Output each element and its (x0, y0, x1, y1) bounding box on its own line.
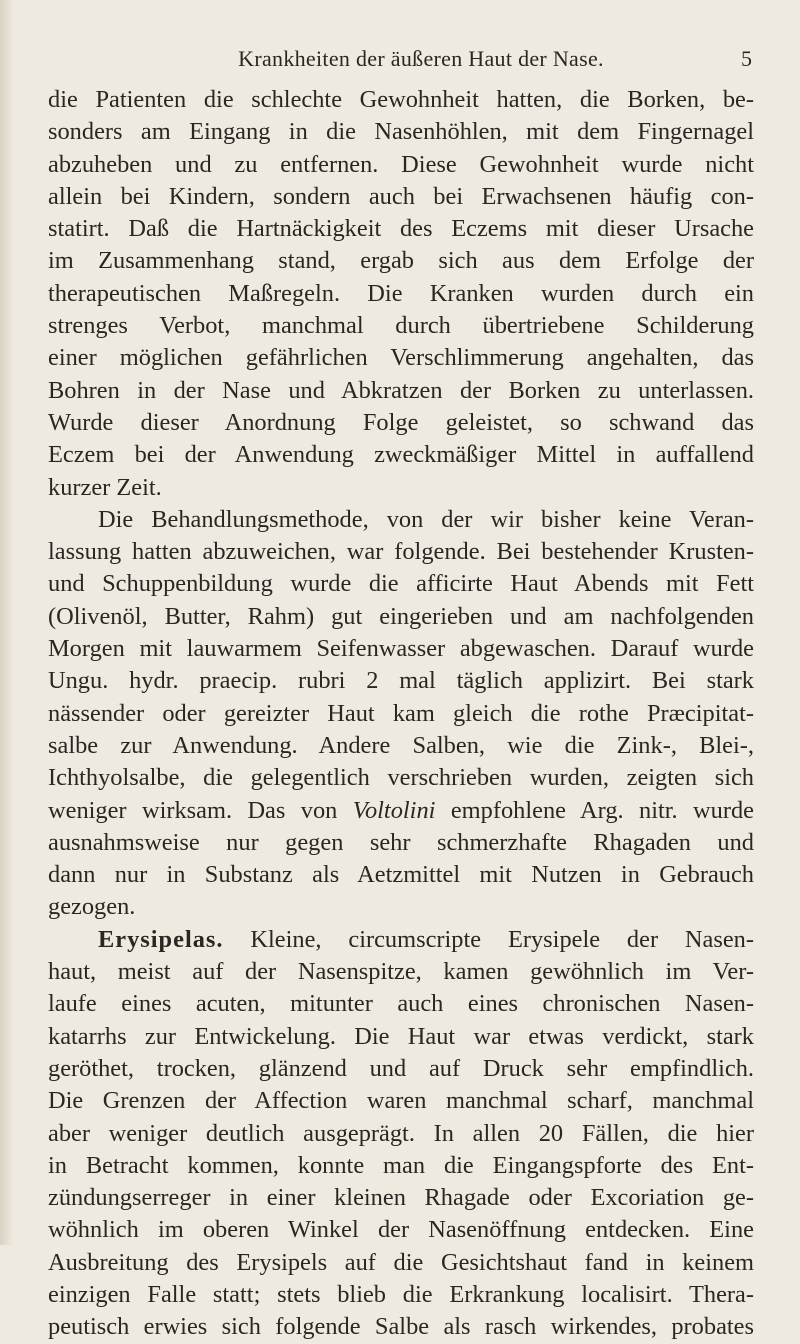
text-line: nässender oder gereizter Haut kam gleich die rothe Præcipitat- (48, 699, 754, 727)
text-line: ausnahmsweise nur gegen sehr schmerzhafte Rhagaden und (48, 828, 754, 856)
text-line: Morgen mit lauwarmem Seifenwasser abgewaschen. Darauf wurde (48, 635, 754, 663)
text-line: kurzer Zeit. (48, 473, 162, 501)
text-line: laufe eines acuten, mitunter auch eines chronischen Nasen- (48, 990, 754, 1018)
text-line: peutisch erwies sich folgende Salbe als rasch wirkendes, probates (48, 1313, 754, 1341)
text-line: Die Behandlungsmethode, von der wir bisher keine Veran- (98, 505, 754, 533)
text-line: salbe zur Anwendung. Andere Salben, wie die Zink-, Blei-, (48, 731, 754, 759)
text-line: gezogen. (48, 893, 136, 921)
text-line: Ichthyolsalbe, die gelegentlich verschrieben wurden, zeigten sich (48, 764, 754, 792)
text-line: haut, meist auf der Nasenspitze, kamen gewöhnlich im Ver- (48, 958, 754, 986)
section-heading-erysipelas: Erysipelas. (98, 925, 224, 953)
voltolini-after: empfohlene Arg. nitr. wurde (450, 796, 754, 824)
running-head (90, 46, 752, 76)
text-line: Wurde dieser Anordnung Folge geleistet, so schwand das (48, 408, 754, 436)
text-line: dann nur in Substanz als Aetzmittel mit Nutzen in Gebrauch (48, 861, 754, 889)
text-line: Bohren in der Nase und Abkratzen der Borken zu unterlassen. (48, 376, 754, 404)
text-line: die Patienten die schlechte Gewohnheit hatten, die Borken, be- (48, 86, 754, 113)
text-line: sonders am Eingang in die Nasenhöhlen, mit dem Fingernagel (48, 118, 754, 146)
text-line: Die Grenzen der Affection waren manchmal scharf, manchmal (48, 1087, 754, 1115)
text-line-erysipelas (48, 924, 754, 956)
page-edge-shadow (0, 0, 14, 1245)
erysipelas-text: Kleine, circumscripte Erysipele der Nasen- (250, 925, 755, 953)
body-text (48, 84, 754, 1344)
text-line: katarrhs zur Entwickelung. Die Haut war etwas verdickt, stark (48, 1022, 754, 1050)
text-line: abzuheben und zu entfernen. Diese Gewohnheit wurde nicht (48, 150, 754, 178)
text-line: (Olivenöl, Butter, Rahm) gut eingerieben und am nachfolgenden (48, 602, 754, 630)
text-line: und Schuppenbildung wurde die afficirte Haut Abends mit Fett (48, 570, 754, 598)
voltolini-before: weniger wirksam. Das von (48, 796, 338, 824)
text-line: einzigen Falle statt; stets blieb die Erkrankung localisirt. Thera- (48, 1280, 754, 1308)
text-line: strenges Verbot, manchmal durch übertriebene Schilderung (48, 312, 754, 340)
text-line: einer möglichen gefährlichen Verschlimmerung angehalten, das (48, 344, 754, 372)
running-title: Krankheiten der äußeren Haut der Nase. (238, 46, 604, 71)
page-number: 5 (741, 46, 752, 71)
text-line: Ausbreitung des Erysipels auf die Gesichtshaut fand in keinem (48, 1248, 754, 1276)
text-line: im Zusammenhang stand, ergab sich aus dem Erfolge der (48, 247, 754, 275)
text-line: Eczem bei der Anwendung zweckmäßiger Mittel in auffallend (48, 441, 754, 469)
text-line: lassung hatten abzuweichen, war folgende. Bei bestehender Krusten- (48, 538, 754, 566)
author-voltolini: Voltolini (352, 796, 436, 824)
text-line: aber weniger deutlich ausgeprägt. In allen 20 Fällen, die hier (48, 1119, 754, 1147)
text-line: therapeutischen Maßregeln. Die Kranken wurden durch ein (48, 279, 754, 307)
text-line: statirt. Daß die Hartnäckigkeit des Eczems mit dieser Ursache (48, 215, 754, 243)
text-line: wöhnlich im oberen Winkel der Nasenöffnung entdecken. Eine (48, 1216, 754, 1244)
text-line: Ungu. hydr. praecip. rubri 2 mal täglich applizirt. Bei stark (48, 667, 754, 695)
text-line-voltolini (48, 795, 754, 827)
text-line: geröthet, trocken, glänzend und auf Druck sehr empfindlich. (48, 1054, 754, 1082)
text-line: in Betracht kommen, konnte man die Eingangspforte des Ent- (48, 1151, 754, 1179)
text-line: allein bei Kindern, sondern auch bei Erwachsenen häufig con- (48, 182, 754, 210)
text-line: zündungserreger in einer kleinen Rhagade oder Excoriation ge- (48, 1184, 754, 1212)
